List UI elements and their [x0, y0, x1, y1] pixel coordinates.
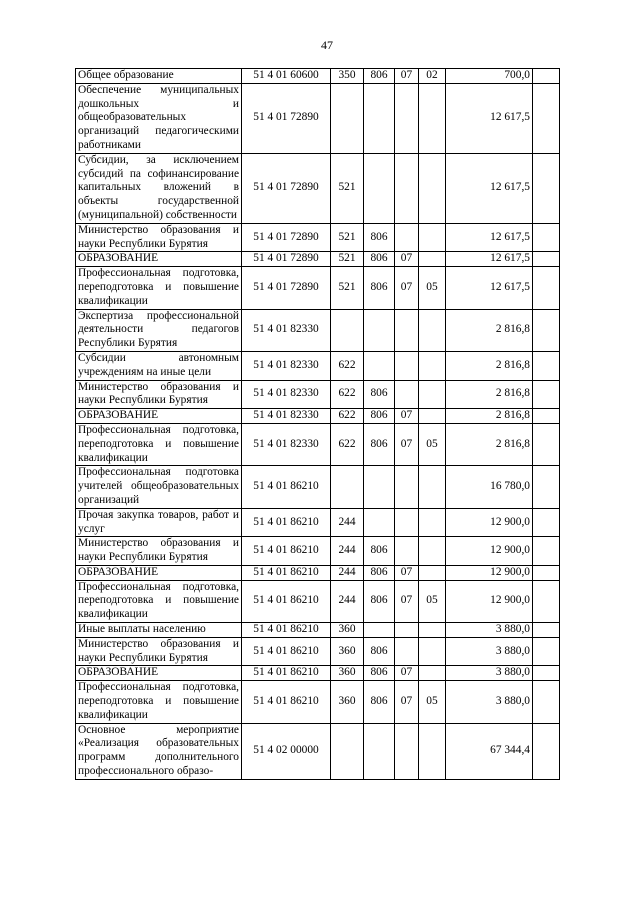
table-row: [76, 252, 560, 267]
subsection-code: [419, 83, 446, 153]
expense-type: 521: [331, 153, 364, 223]
expense-type: 350: [331, 69, 364, 84]
ministry-code: 806: [364, 681, 395, 723]
ministry-code: 806: [364, 666, 395, 681]
table-row: [76, 380, 560, 409]
table-row: [76, 267, 560, 309]
extra-cell: [533, 223, 560, 252]
row-name: ОБРАЗОВАНИЕ: [76, 252, 242, 267]
row-name: Субсидии автономным учреждениям на иные цели: [76, 351, 242, 380]
target-code: 51 4 01 86210: [242, 508, 331, 537]
amount: 2 816,8: [446, 309, 533, 351]
extra-cell: [533, 309, 560, 351]
section-code: 07: [395, 565, 419, 580]
amount: 2 816,8: [446, 409, 533, 424]
section-code: [395, 623, 419, 638]
row-name: Министерство образования и науки Республики Бурятия: [76, 637, 242, 666]
table-row: [76, 637, 560, 666]
amount: 2 816,8: [446, 380, 533, 409]
ministry-code: 806: [364, 580, 395, 622]
target-code: 51 4 01 86210: [242, 466, 331, 508]
table-row: [76, 409, 560, 424]
expense-type: 622: [331, 409, 364, 424]
ministry-code: [364, 309, 395, 351]
extra-cell: [533, 508, 560, 537]
target-code: 51 4 01 82330: [242, 409, 331, 424]
amount: 12 900,0: [446, 565, 533, 580]
ministry-code: 806: [364, 380, 395, 409]
expense-type: 244: [331, 580, 364, 622]
target-code: 51 4 01 60600: [242, 69, 331, 84]
table-row: [76, 223, 560, 252]
ministry-code: [364, 723, 395, 779]
section-code: [395, 537, 419, 566]
table-row: [76, 681, 560, 723]
subsection-code: [419, 153, 446, 223]
amount: 12 900,0: [446, 537, 533, 566]
ministry-code: [364, 351, 395, 380]
extra-cell: [533, 666, 560, 681]
expense-type: 622: [331, 423, 364, 465]
section-code: [395, 637, 419, 666]
target-code: 51 4 01 86210: [242, 537, 331, 566]
extra-cell: [533, 423, 560, 465]
expense-type: 521: [331, 267, 364, 309]
subsection-code: 05: [419, 580, 446, 622]
expense-type: 360: [331, 666, 364, 681]
target-code: 51 4 01 72890: [242, 153, 331, 223]
subsection-code: 02: [419, 69, 446, 84]
section-code: [395, 723, 419, 779]
row-name: Профессиональная подготовка учителей общеобразовательных организаций: [76, 466, 242, 508]
ministry-code: [364, 466, 395, 508]
row-name: Профессиональная подготовка, переподготовка и повышение квалификации: [76, 580, 242, 622]
section-code: 07: [395, 423, 419, 465]
target-code: 51 4 02 00000: [242, 723, 331, 779]
section-code: [395, 309, 419, 351]
subsection-code: [419, 666, 446, 681]
target-code: 51 4 01 82330: [242, 351, 331, 380]
extra-cell: [533, 580, 560, 622]
section-code: 07: [395, 666, 419, 681]
amount: 12 617,5: [446, 267, 533, 309]
target-code: 51 4 01 82330: [242, 309, 331, 351]
target-code: 51 4 01 86210: [242, 637, 331, 666]
expense-type: 244: [331, 565, 364, 580]
amount: 12 900,0: [446, 580, 533, 622]
ministry-code: 806: [364, 423, 395, 465]
target-code: 51 4 01 86210: [242, 666, 331, 681]
section-code: 07: [395, 252, 419, 267]
amount: 2 816,8: [446, 423, 533, 465]
extra-cell: [533, 637, 560, 666]
ministry-code: 806: [364, 69, 395, 84]
extra-cell: [533, 723, 560, 779]
row-name: Прочая закупка товаров, работ и услуг: [76, 508, 242, 537]
target-code: 51 4 01 86210: [242, 623, 331, 638]
amount: 12 617,5: [446, 83, 533, 153]
ministry-code: 806: [364, 637, 395, 666]
subsection-code: [419, 723, 446, 779]
amount: 12 900,0: [446, 508, 533, 537]
subsection-code: [419, 409, 446, 424]
table-row: [76, 153, 560, 223]
table-row: [76, 83, 560, 153]
expense-type: 244: [331, 537, 364, 566]
subsection-code: [419, 565, 446, 580]
ministry-code: 806: [364, 223, 395, 252]
expense-type: 521: [331, 252, 364, 267]
table-row: [76, 351, 560, 380]
expense-type: 360: [331, 623, 364, 638]
amount: 67 344,4: [446, 723, 533, 779]
extra-cell: [533, 83, 560, 153]
subsection-code: [419, 351, 446, 380]
extra-cell: [533, 623, 560, 638]
page-number: 47: [321, 38, 333, 52]
subsection-code: [419, 508, 446, 537]
expense-type: 360: [331, 637, 364, 666]
extra-cell: [533, 252, 560, 267]
row-name: Обеспечение муниципальных дошкольных и общеобразовательных организаций педагогическими работниками: [76, 83, 242, 153]
ministry-code: [364, 623, 395, 638]
expense-type: [331, 83, 364, 153]
table-row: [76, 508, 560, 537]
section-code: 07: [395, 69, 419, 84]
amount: 12 617,5: [446, 153, 533, 223]
row-name: Субсидии, за исключением субсидий па софинансирование капитальных вложений в объекты государственной (муниципальной) собственности: [76, 153, 242, 223]
budget-table: [75, 68, 560, 780]
subsection-code: 05: [419, 681, 446, 723]
amount: 16 780,0: [446, 466, 533, 508]
extra-cell: [533, 380, 560, 409]
row-name: Профессиональная подготовка, переподготовка и повышение квалификации: [76, 681, 242, 723]
row-name: Министерство образования и науки Республики Бурятия: [76, 537, 242, 566]
ministry-code: 806: [364, 565, 395, 580]
amount: 3 880,0: [446, 623, 533, 638]
subsection-code: [419, 380, 446, 409]
amount: 3 880,0: [446, 666, 533, 681]
row-name: ОБРАЗОВАНИЕ: [76, 409, 242, 424]
amount: 2 816,8: [446, 351, 533, 380]
subsection-code: [419, 466, 446, 508]
expense-type: 622: [331, 351, 364, 380]
expense-type: [331, 309, 364, 351]
target-code: 51 4 01 72890: [242, 252, 331, 267]
extra-cell: [533, 153, 560, 223]
row-name: ОБРАЗОВАНИЕ: [76, 666, 242, 681]
subsection-code: [419, 537, 446, 566]
section-code: 07: [395, 267, 419, 309]
row-name: Профессиональная подготовка, переподготовка и повышение квалификации: [76, 423, 242, 465]
subsection-code: [419, 637, 446, 666]
subsection-code: [419, 309, 446, 351]
section-code: [395, 351, 419, 380]
expense-type: 244: [331, 508, 364, 537]
expense-type: 622: [331, 380, 364, 409]
section-code: [395, 380, 419, 409]
target-code: 51 4 01 86210: [242, 580, 331, 622]
ministry-code: 806: [364, 267, 395, 309]
subsection-code: 05: [419, 423, 446, 465]
amount: 12 617,5: [446, 223, 533, 252]
extra-cell: [533, 409, 560, 424]
table-row: [76, 537, 560, 566]
section-code: 07: [395, 580, 419, 622]
extra-cell: [533, 466, 560, 508]
amount: 3 880,0: [446, 637, 533, 666]
row-name: Основное мероприятие «Реализация образовательных программ дополнительного профессионального образо-: [76, 723, 242, 779]
row-name: ОБРАЗОВАНИЕ: [76, 565, 242, 580]
ministry-code: [364, 153, 395, 223]
subsection-code: [419, 623, 446, 638]
expense-type: [331, 466, 364, 508]
table-row: [76, 69, 560, 84]
amount: 3 880,0: [446, 681, 533, 723]
amount: 700,0: [446, 69, 533, 84]
target-code: 51 4 01 86210: [242, 681, 331, 723]
amount: 12 617,5: [446, 252, 533, 267]
subsection-code: 05: [419, 267, 446, 309]
expense-type: 521: [331, 223, 364, 252]
expense-type: [331, 723, 364, 779]
ministry-code: 806: [364, 409, 395, 424]
table-row: [76, 466, 560, 508]
table-row: [76, 723, 560, 779]
extra-cell: [533, 351, 560, 380]
section-code: [395, 508, 419, 537]
table-row: [76, 309, 560, 351]
table-row: [76, 565, 560, 580]
subsection-code: [419, 223, 446, 252]
extra-cell: [533, 69, 560, 84]
extra-cell: [533, 681, 560, 723]
ministry-code: 806: [364, 252, 395, 267]
expense-type: 360: [331, 681, 364, 723]
table-row: [76, 666, 560, 681]
row-name: Министерство образования и науки Республики Бурятия: [76, 380, 242, 409]
target-code: 51 4 01 72890: [242, 223, 331, 252]
table-row: [76, 623, 560, 638]
extra-cell: [533, 565, 560, 580]
extra-cell: [533, 537, 560, 566]
ministry-code: [364, 83, 395, 153]
row-name: Министерство образования и науки Республики Бурятия: [76, 223, 242, 252]
section-code: [395, 153, 419, 223]
section-code: [395, 223, 419, 252]
section-code: 07: [395, 681, 419, 723]
target-code: 51 4 01 82330: [242, 380, 331, 409]
row-name: Экспертиза профессиональной деятельности педагогов Республики Бурятия: [76, 309, 242, 351]
subsection-code: [419, 252, 446, 267]
target-code: 51 4 01 86210: [242, 565, 331, 580]
table-row: [76, 580, 560, 622]
row-name: Профессиональная подготовка, переподготовка и повышение квалификации: [76, 267, 242, 309]
target-code: 51 4 01 72890: [242, 267, 331, 309]
extra-cell: [533, 267, 560, 309]
target-code: 51 4 01 72890: [242, 83, 331, 153]
table-row: [76, 423, 560, 465]
row-name: Общее образование: [76, 69, 242, 84]
row-name: Иные выплаты населению: [76, 623, 242, 638]
ministry-code: 806: [364, 537, 395, 566]
target-code: 51 4 01 82330: [242, 423, 331, 465]
section-code: 07: [395, 409, 419, 424]
ministry-code: [364, 508, 395, 537]
section-code: [395, 83, 419, 153]
section-code: [395, 466, 419, 508]
